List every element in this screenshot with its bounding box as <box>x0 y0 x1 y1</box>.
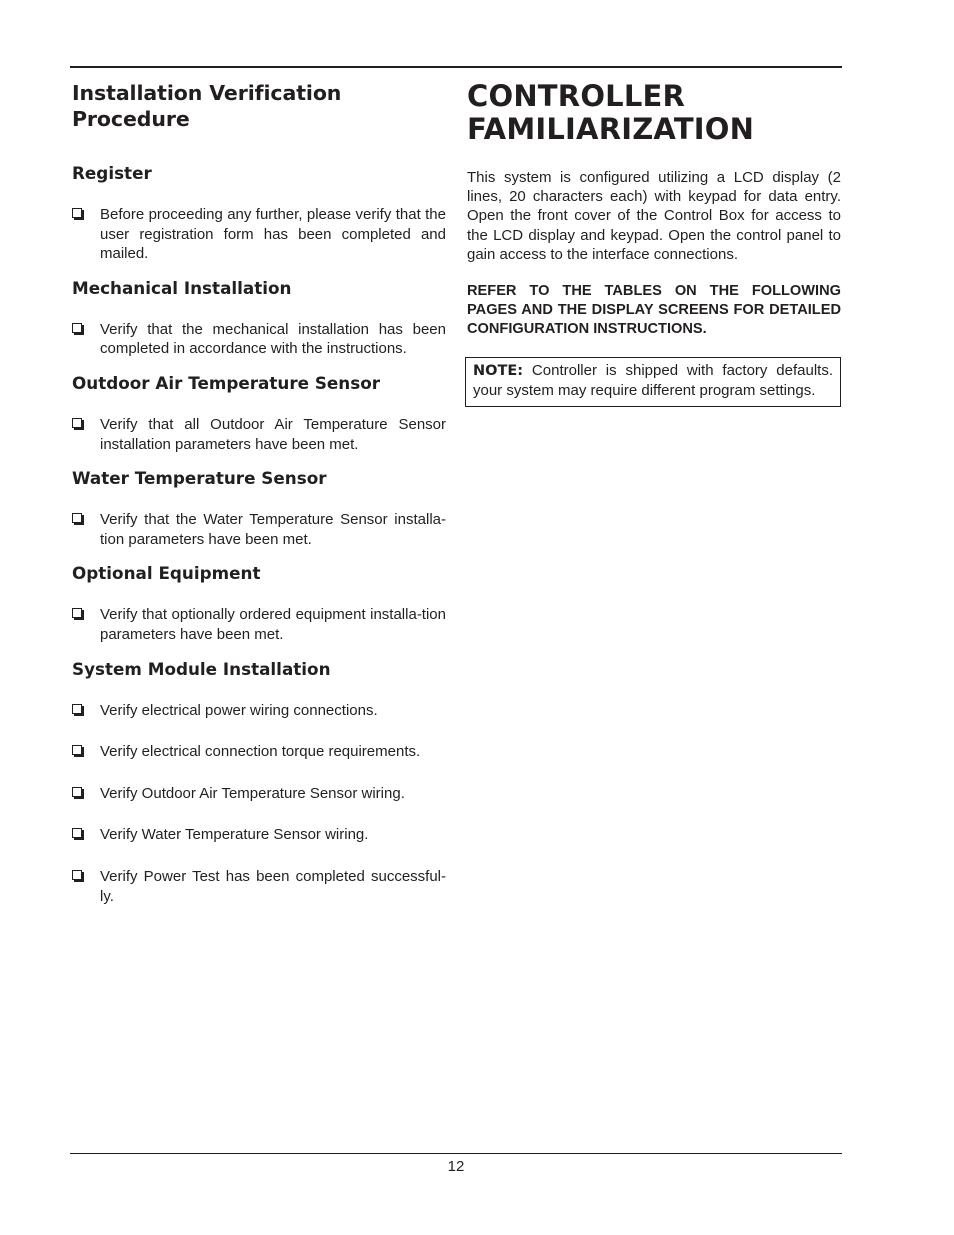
section-heading: System Module Installation <box>72 658 331 679</box>
checklist-item-text: Verify that the mechanical installation has been completed in accordance with the instructions. <box>100 320 446 358</box>
section-heading: Water Temperature Sensor <box>72 468 327 489</box>
checkbox-icon <box>72 704 82 714</box>
note-label: NOTE: <box>473 362 524 379</box>
section-outdoor-air-temperature-sensor <box>72 373 446 454</box>
checklist-item-text: Verify electrical connection torque requirements. <box>100 743 421 761</box>
checklist-item <box>72 742 446 762</box>
intro-paragraph: This system is configured utilizing a LCD display (2 lines, 20 characters each) with keypad for data entry. Open the front cover of the Control Box for access to the LCD display and keypad. Open the control panel to gain access to the interface connections. <box>467 169 841 263</box>
section-optional-equipment <box>72 563 446 644</box>
checklist-item <box>72 867 446 906</box>
section-register <box>72 163 446 264</box>
checklist-item <box>72 605 446 644</box>
checklist-item <box>72 825 446 845</box>
checklist-item-text: Verify Water Temperature Sensor wiring. <box>100 826 369 844</box>
section-heading: Outdoor Air Temperature Sensor <box>72 372 381 393</box>
checkbox-icon <box>72 418 82 428</box>
checklist-item-text: Verify Outdoor Air Temperature Sensor wiring. <box>100 784 405 802</box>
checklist-item-text: Verify that the Water Temperature Sensor installa-tion parameters have been met. <box>100 511 446 548</box>
page-number: 12 <box>447 1158 465 1175</box>
section-heading: Register <box>72 163 152 183</box>
checkbox-icon <box>72 513 82 523</box>
note-box <box>465 357 841 407</box>
section-system-module-installation <box>72 659 446 907</box>
checkbox-icon <box>72 870 82 880</box>
checklist-item <box>72 784 446 804</box>
checkbox-icon <box>72 323 82 333</box>
refer-paragraph: REFER TO THE TABLES ON THE FOLLOWING PAGES AND THE DISPLAY SCREENS FOR DETAILED CONFIGURATION INSTRUCTIONS. <box>467 283 841 338</box>
section-water-temperature-sensor <box>72 468 446 549</box>
checkbox-icon <box>72 208 82 218</box>
installation-verification-column <box>72 80 446 920</box>
controller-familiarization-column <box>467 80 841 407</box>
checklist-item <box>72 320 446 359</box>
checklist-item-text: Verify that all Outdoor Air Temperature Sensor installation parameters have been met. <box>100 415 446 453</box>
checklist-item <box>72 701 446 721</box>
bottom-rule <box>70 1153 842 1154</box>
top-rule <box>70 66 842 68</box>
checklist-item-text: Before proceeding any further, please verify that the user registration form has been completed and mailed. <box>100 206 446 263</box>
checklist-item <box>72 415 446 454</box>
checkbox-icon <box>72 828 82 838</box>
procedure-title: Installation Verification Procedure <box>72 81 342 131</box>
controller-title: CONTROLLER FAMILIARIZATION <box>467 79 755 146</box>
checklist-item-text: Verify electrical power wiring connections. <box>100 701 378 719</box>
section-mechanical-installation <box>72 278 446 359</box>
checkbox-icon <box>72 608 82 618</box>
section-heading: Optional Equipment <box>72 563 261 584</box>
checkbox-icon <box>72 787 82 797</box>
checklist-item-text: Verify that optionally ordered equipment installa-tion parameters have been met. <box>100 606 446 643</box>
section-heading: Mechanical Installation <box>72 277 292 298</box>
checklist-item <box>72 205 446 264</box>
note-text: Controller is shipped with factory defaults. your system may require different program settings. <box>473 361 833 399</box>
checklist-item <box>72 510 446 549</box>
checkbox-icon <box>72 745 82 755</box>
checklist-item-text: Verify Power Test has been completed successful-ly. <box>100 867 446 905</box>
